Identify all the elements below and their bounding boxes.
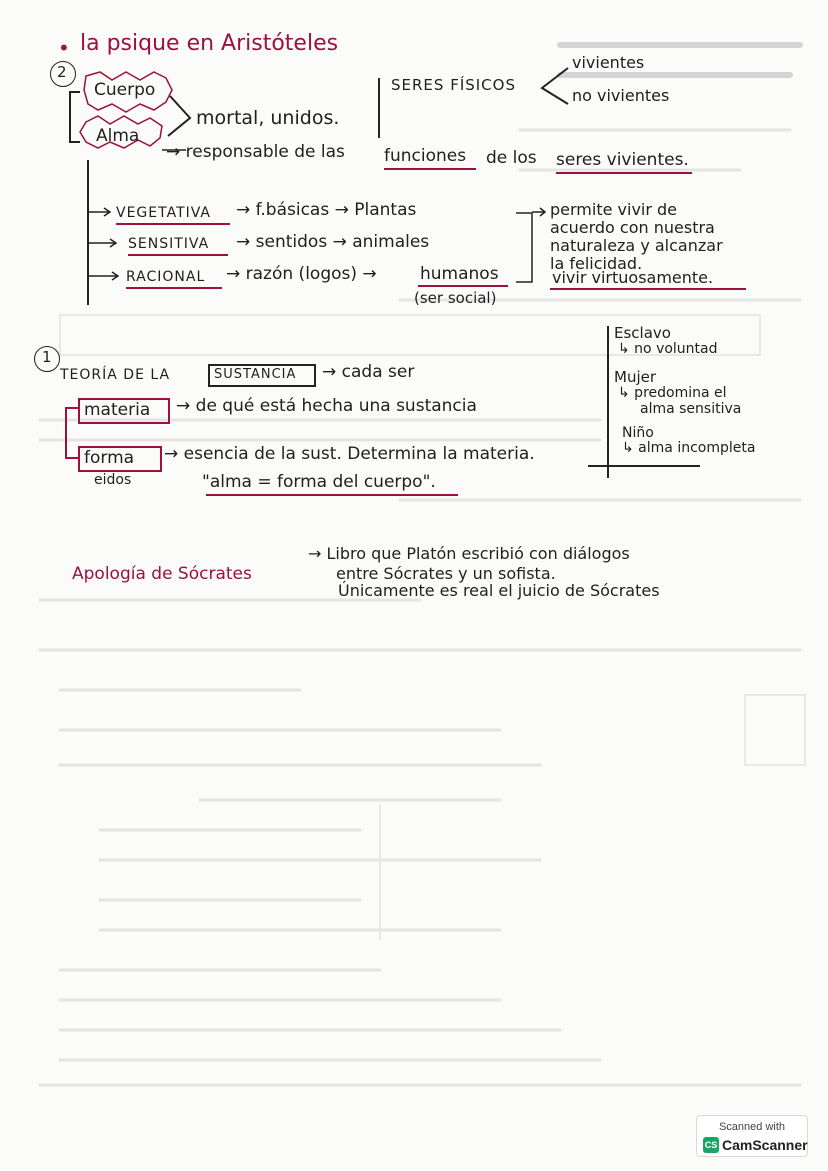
camscanner-text: CamScanner bbox=[722, 1137, 808, 1153]
teoria-label: TEORÍA DE LA bbox=[60, 367, 171, 383]
vegetativa-label: VEGETATIVA bbox=[116, 205, 212, 221]
scanned-with-text: Scanned with bbox=[718, 1121, 786, 1133]
sustancia-label: SUSTANCIA bbox=[214, 367, 297, 382]
seres-fisicos-label: SERES FÍSICOS bbox=[391, 76, 516, 94]
vegetativa-underline bbox=[116, 223, 230, 225]
permite-line-1: permite vivir de bbox=[550, 200, 678, 219]
bullet: • bbox=[58, 36, 70, 60]
mujer-title: Mujer bbox=[614, 368, 657, 386]
cuerpo-label: Cuerpo bbox=[94, 80, 156, 100]
mujer-desc-2: alma sensitiva bbox=[640, 401, 742, 417]
racional-desc: → razón (logos) → bbox=[226, 264, 377, 284]
mortal-text: mortal, unidos. bbox=[196, 107, 340, 129]
camscanner-badge bbox=[696, 1115, 808, 1157]
vegetativa-desc: → f.básicas → Plantas bbox=[236, 200, 417, 220]
permite-line-2: acuerdo con nuestra bbox=[550, 218, 715, 237]
nino-desc: ↳ alma incompleta bbox=[622, 440, 756, 456]
permite-line-4: la felicidad. bbox=[550, 254, 643, 273]
apologia-line-2: entre Sócrates y un sofista. bbox=[336, 564, 556, 583]
ser-social-note: (ser social) bbox=[414, 289, 497, 307]
responsable-text: → responsable de las bbox=[166, 142, 345, 162]
alma-label: Alma bbox=[96, 126, 140, 146]
circled-number-1: 1 bbox=[34, 346, 60, 372]
nino-title: Niño bbox=[622, 425, 654, 441]
eidos-label: eidos bbox=[94, 472, 132, 488]
forma-label: forma bbox=[84, 448, 135, 468]
apologia-line-1: → Libro que Platón escribió con diálogos bbox=[308, 544, 630, 563]
seres-vivientes-word: seres vivientes. bbox=[556, 150, 689, 170]
section-title: la psique en Aristóteles bbox=[80, 31, 339, 56]
funciones-underline bbox=[384, 168, 476, 170]
sensitiva-label: SENSITIVA bbox=[128, 236, 210, 252]
sensitiva-underline bbox=[128, 254, 228, 256]
materia-label: materia bbox=[84, 400, 151, 420]
racional-label: RACIONAL bbox=[126, 269, 206, 285]
de-los-text: de los bbox=[486, 148, 537, 168]
no-vivientes-label: no vivientes bbox=[572, 86, 670, 105]
materia-desc: → de qué está hecha una sustancia bbox=[176, 396, 477, 416]
sensitiva-desc: → sentidos → animales bbox=[236, 232, 430, 252]
alma-forma-quote: "alma = forma del cuerpo". bbox=[202, 472, 436, 492]
seres-vivientes-underline bbox=[556, 172, 692, 174]
esclavo-desc: ↳ no voluntad bbox=[618, 341, 718, 357]
vivir-underline bbox=[550, 288, 746, 290]
forma-desc: → esencia de la sust. Determina la materia. bbox=[164, 444, 535, 464]
permite-line-3: naturaleza y alcanzar bbox=[550, 236, 723, 255]
cada-ser-text: → cada ser bbox=[322, 362, 415, 382]
circled-number-2: 2 bbox=[50, 61, 76, 87]
humanos-underline bbox=[418, 285, 508, 287]
mujer-desc-1: ↳ predomina el bbox=[618, 385, 727, 401]
esclavo-title: Esclavo bbox=[614, 324, 671, 342]
alma-forma-underline bbox=[206, 494, 458, 496]
humanos-word: humanos bbox=[420, 264, 499, 284]
racional-underline bbox=[126, 287, 222, 289]
apologia-title: Apología de Sócrates bbox=[72, 564, 252, 584]
vivientes-label: vivientes bbox=[572, 53, 645, 72]
camscanner-logo-icon: CS bbox=[703, 1137, 719, 1153]
apologia-line-3: Únicamente es real el juicio de Sócrates bbox=[338, 581, 660, 600]
funciones-word: funciones bbox=[384, 146, 467, 166]
vivir-virtuosamente: vivir virtuosamente. bbox=[552, 268, 714, 287]
